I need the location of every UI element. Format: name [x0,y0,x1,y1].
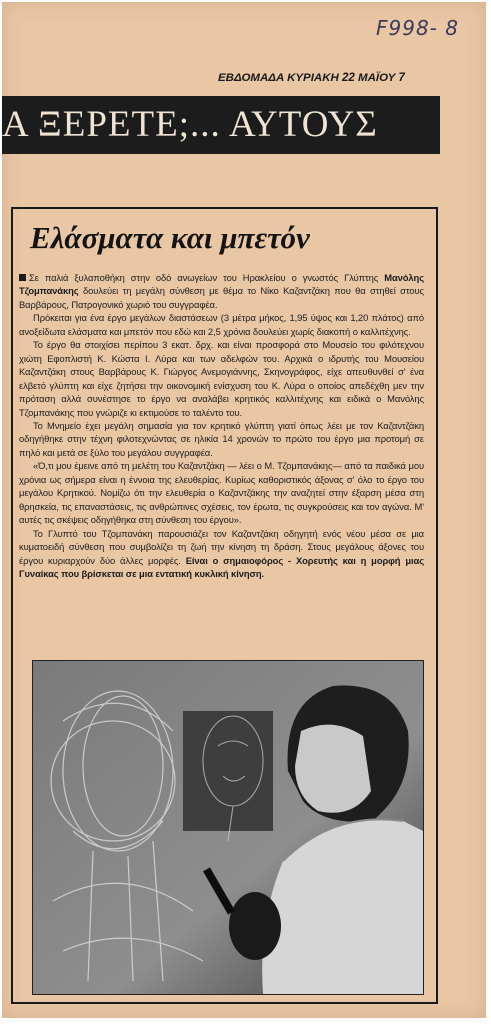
paragraph-4: Το Μνημείο έχει μεγάλη σημασία για τον κρητικό γλύπτη γιατί όπως λέει με τον Καζαντζάκη οδηγήθηκε στην τέχνη φιλοτεχνώντας σε ηλικία 14 χρονών το πρώτο του έργο μια προτομή σε πηλό και μετά σε ξύλο του μεγάλου συγγραφέα. [19,419,424,458]
paragraph-1: Σε παλιά ξυλαποθήκη στην οδό ανωγείων του Ηρακλείου ο γνωστός Γλύπτης Μανόλης Τζομπανάκης δουλεύει τη μεγάλη σύνθεση με θέμα το Νίκο Καζαντζάκη που θα στηθεί στους Βαρβάρους, Πατρογονικό χωριό του συγγραφέα. [19,272,424,310]
section-banner: Α ΞΕΡΕΤΕ;... ΑΥΤΟΥΣ [2,96,440,154]
dateline: ΕΒΔΟΜΑΔΑ ΚΥΡΙΑΚΗ 22 ΜΑΪΟΥ 7 [218,72,405,84]
paragraph-5: «Ό,τι μου έμεινε από τη μελέτη του Καζαντζάκη — λέει ο Μ. Τζομπανάκης— από τα παιδικά μου χρόνια ως σήμερα είναι η έννοια της ελευθερίας. Κυρίως καθοριστικός άξονας σ' όλο το έργο του μεγάλου Κρητικού. Νομίζω ότι την ελευθερία ο Καζαντζάκης την αναζητεί στην έξαρση μέσα στη θρησκεία, τις επαναστάσεις, τις ανθρώπινες σχέσεις, τον έρωτα, τις συγκρούσεις και τον αγώνα. Μ' αυτές τις σκέψεις οδηγήθηκα στη σύνθεση του έργου». [19,460,424,526]
sculptor-name: Μανόλης Τζομπανάκης [19,272,424,297]
sculptor-photo [32,660,424,995]
square-bullet-icon [19,274,26,281]
article-body [19,271,424,580]
paragraph-6: Το Γλυπτό του Τζομπανάκη παρουσιάζει τον Καζαντζάκη οδηγητή ενός νέου μέσα σε μια κυματοειδή σύνθεση που συμβολίζει τη ζωή την κίνηση τη δράση. Στους μεγάλους άξονες του έργου κυριαρχούν δύο άλλες μορφές. Είναι ο σημαιοφόρος - Χορευτής και η μορφή μιας Γυναίκας που βρίσκεται σε μια εντατική κυκλική κίνηση. [19,527,425,579]
paragraph-3: Το έργο θα στοιχίσει περίπου 3 εκατ. δρχ. και είναι προσφορά στο Μουσείο του φιλότεχνου χιώτη Εφοπλιστή Κ. Κώστα Ι. Λύρα και των αδελφών του. Αρχικά ο ιδρυτής του Μουσείου Καζαντζάκη στους Βαρβάρους Κ. Γιώργος Ανεμογιάννης, Σκηνογράφος, είχε απευθυνθεί σ' ένα ελβετό γλύπτη και είχε ζητήσει την οικονομική ενίσχυση του Κ. Λύρα ο οποίος απεδέχθη μεν την πρόταση αλλά συνέστησε το έργο να αναλάβει κρητικός καλλιτέχνης και ειδικά ο Μανόλης Τζομπανάκης που γνώριζε κι εκτιμούσε το ταλέντο του. [19,339,424,418]
paragraph-2: Πρόκειται για ένα έργο μεγάλων διαστάσεων (3 μέτρα μήκος, 1,95 ύψος και 1,20 πλάτος) από ανοξείδωτα ελάσματα και μπετόν που εδώ και 2,5 χρόνια δουλεύει χωρίς διακοπή ο καλλιτέχνης. [19,312,424,337]
photo-illustration [33,661,423,994]
article-headline: Ελάσματα και μπετόν [30,220,310,255]
handwritten-archive-reference: F998- 8 [376,16,459,40]
